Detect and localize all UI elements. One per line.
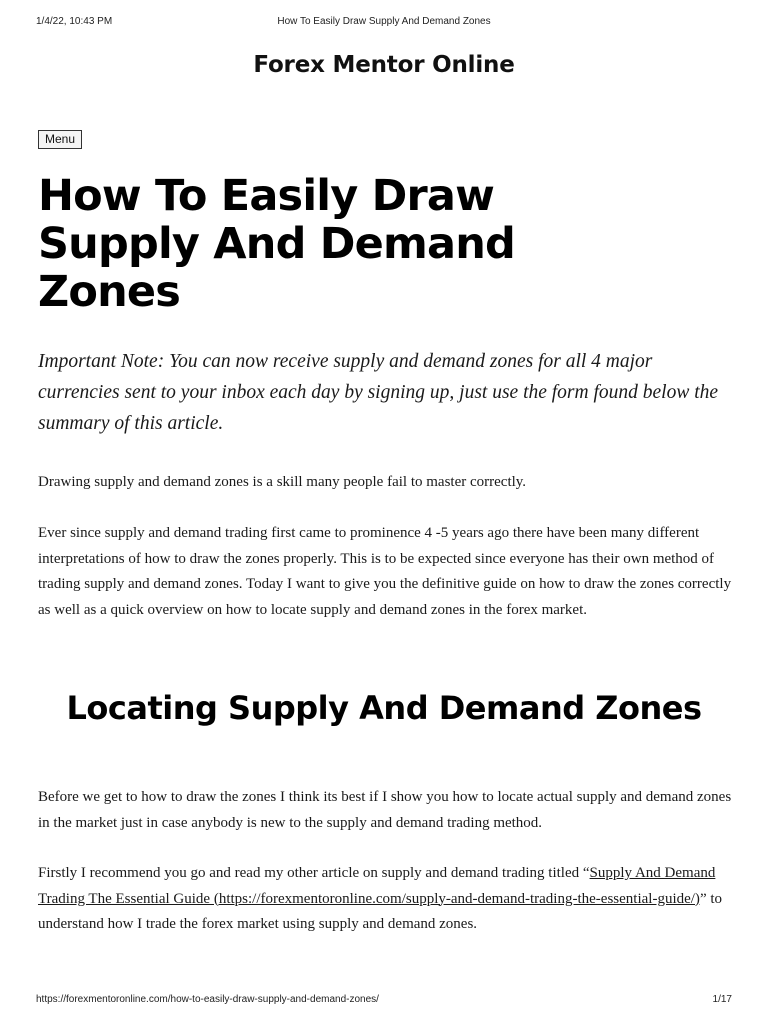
essential-guide-link[interactable]: Supply And Demand Trading The Essential Guide (https://forexmentoronline.com/supply-and-demand-trading-the-essential-guide/) [38, 865, 716, 907]
print-footer [36, 994, 732, 1008]
intro-paragraph: Drawing supply and demand zones is a skill many people fail to master correctly. [38, 474, 527, 490]
print-datetime: 1/4/22, 10:43 PM [36, 16, 113, 27]
section-heading-locating-zones: Locating Supply And Demand Zones [66, 689, 702, 727]
print-header [36, 16, 732, 30]
print-document-title: How To Easily Draw Supply And Demand Zones [277, 16, 491, 27]
recommendation-text-after: ” to understand how I trade the forex market using supply and demand zones. [38, 890, 723, 932]
print-page-number: 1/17 [712, 994, 732, 1005]
important-note: Important Note: You can now receive supply and demand zones for all 4 major currencies sent to your inbox each day by signing up, just use the form found below the summary of this article. [38, 351, 719, 434]
print-page-url: https://forexmentoronline.com/how-to-easily-draw-supply-and-demand-zones/ [36, 994, 379, 1005]
recommendation-paragraph [38, 861, 738, 938]
locating-paragraph: Before we get to how to draw the zones I think its best if I show you how to locate actual supply and demand zones in the market just in case anybody is new to the supply and demand trading method. [38, 789, 732, 831]
recommendation-text-before: Firstly I recommend you go and read my other article on supply and demand trading titled “ [38, 865, 590, 881]
site-title[interactable]: Forex Mentor Online [253, 52, 515, 78]
menu-button[interactable]: Menu [38, 130, 82, 149]
history-paragraph: Ever since supply and demand trading first came to prominence 4 -5 years ago there have been many different interpretations of how to draw the zones properly. This is to be expected since everyone has their own method of trading supply and demand zones. Today I want to give you the definitive guide on how to draw the zones correctly as well as a quick overview on how to locate supply and demand zones in the forex market. [38, 525, 732, 618]
article-title: How To Easily Draw Supply And Demand Zones [38, 171, 515, 317]
